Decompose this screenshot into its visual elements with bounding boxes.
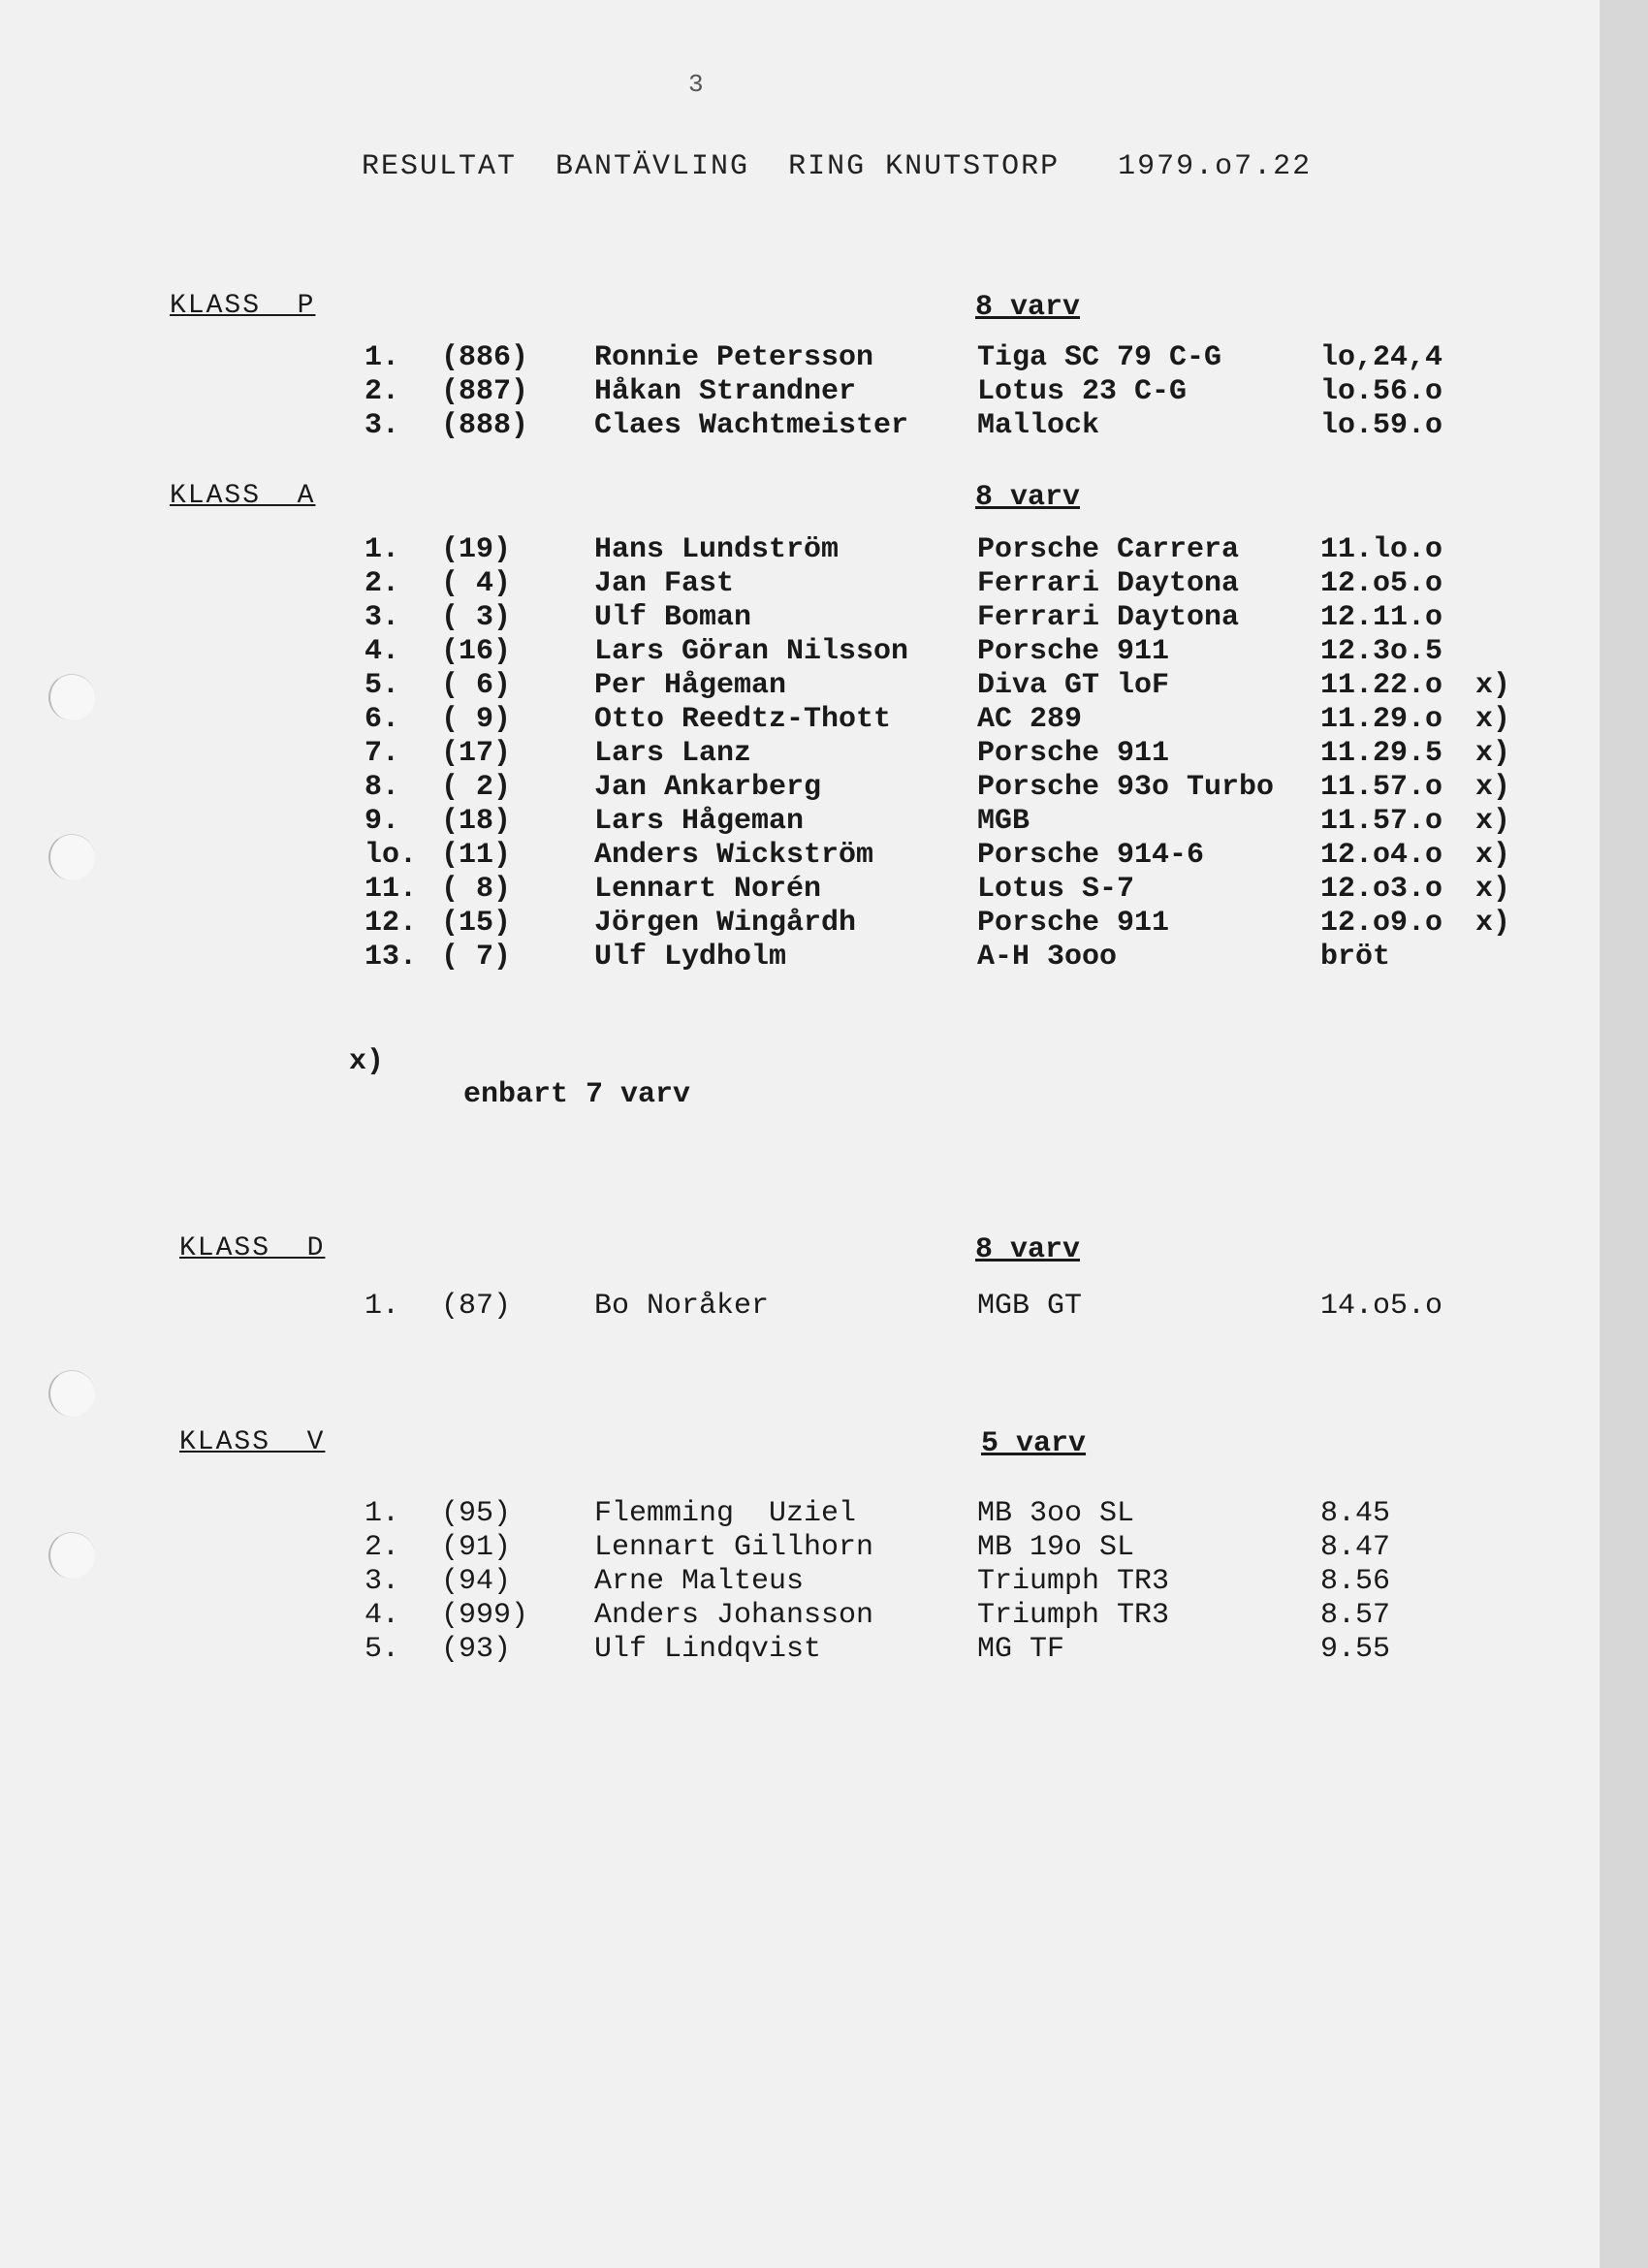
position-cell: 9.	[364, 805, 400, 838]
time-cell: 9.55	[1320, 1633, 1391, 1666]
position-cell: 8.	[364, 771, 400, 804]
position-cell: 1.	[364, 533, 400, 566]
driver-name-cell: Ronnie Petersson	[594, 341, 874, 374]
laps-heading: 8 varv	[975, 481, 1081, 514]
start-number-cell: (18)	[441, 805, 512, 838]
footnote	[0, 1012, 691, 1144]
start-number-cell: ( 2)	[441, 771, 512, 804]
time-cell: 8.47	[1320, 1531, 1391, 1564]
driver-name-cell: Flemming Uziel	[594, 1497, 857, 1530]
note-cell: x)	[1475, 669, 1511, 702]
start-number-cell: (16)	[441, 635, 512, 668]
punch-hole	[48, 1370, 95, 1417]
time-cell: 11.lo.o	[1320, 533, 1443, 566]
start-number-cell: (888)	[441, 409, 529, 442]
start-number-cell: ( 4)	[441, 567, 512, 600]
start-number-cell: (15)	[441, 907, 512, 940]
car-cell: Tiga SC 79 C-G	[977, 341, 1222, 374]
driver-name-cell: Lars Hågeman	[594, 805, 805, 838]
car-cell: Triumph TR3	[977, 1565, 1170, 1598]
start-number-cell: (11)	[441, 839, 512, 872]
time-cell: 11.22.o	[1320, 669, 1443, 702]
laps-heading: 8 varv	[975, 1233, 1081, 1266]
page-number: 3	[688, 70, 704, 99]
time-cell: 11.29.o	[1320, 703, 1443, 736]
position-cell: 4.	[364, 1599, 400, 1632]
time-cell: 8.45	[1320, 1497, 1391, 1530]
car-cell: Mallock	[977, 409, 1100, 442]
position-cell: 1.	[364, 341, 400, 374]
position-cell: 6.	[364, 703, 400, 736]
time-cell: lo,24,4	[1320, 341, 1443, 374]
driver-name-cell: Per Hågeman	[594, 669, 787, 702]
note-cell: x)	[1475, 805, 1511, 838]
car-cell: AC 289	[977, 703, 1083, 736]
start-number-cell: ( 7)	[441, 941, 512, 974]
car-cell: Porsche 911	[977, 907, 1170, 940]
position-cell: 5.	[364, 1633, 400, 1666]
car-cell: Lotus 23 C-G	[977, 375, 1188, 408]
car-cell: MG TF	[977, 1633, 1065, 1666]
start-number-cell: ( 3)	[441, 601, 512, 634]
position-cell: 3.	[364, 409, 400, 442]
time-cell: 12.o4.o	[1320, 839, 1443, 872]
car-cell: Diva GT loF	[977, 669, 1170, 702]
start-number-cell: (999)	[441, 1599, 529, 1632]
driver-name-cell: Ulf Lindqvist	[594, 1633, 822, 1666]
class-heading: KLASS A	[170, 481, 316, 511]
footnote-mark: x)	[349, 1045, 385, 1078]
laps-heading: 8 varv	[975, 291, 1081, 324]
position-cell: 3.	[364, 601, 400, 634]
time-cell: 11.57.o	[1320, 805, 1443, 838]
car-cell: MB 3oo SL	[977, 1497, 1135, 1530]
driver-name-cell: Anders Wickström	[594, 839, 874, 872]
driver-name-cell: Otto Reedtz-Thott	[594, 703, 892, 736]
start-number-cell: (95)	[441, 1497, 512, 1530]
time-cell: 8.57	[1320, 1599, 1391, 1632]
driver-name-cell: Lennart Gillhorn	[594, 1531, 874, 1564]
driver-name-cell: Jan Ankarberg	[594, 771, 822, 804]
note-cell: x)	[1475, 907, 1511, 940]
time-cell: bröt	[1320, 941, 1391, 974]
punch-hole	[48, 834, 95, 880]
position-cell: 2.	[364, 567, 400, 600]
car-cell: MGB	[977, 805, 1030, 838]
start-number-cell: (87)	[441, 1290, 512, 1323]
driver-name-cell: Lars Lanz	[594, 737, 752, 770]
time-cell: 11.57.o	[1320, 771, 1443, 804]
time-cell: 12.o3.o	[1320, 873, 1443, 906]
time-cell: 12.o5.o	[1320, 567, 1443, 600]
start-number-cell: ( 9)	[441, 703, 512, 736]
driver-name-cell: Arne Malteus	[594, 1565, 805, 1598]
car-cell: Ferrari Daytona	[977, 567, 1240, 600]
position-cell: 3.	[364, 1565, 400, 1598]
car-cell: Porsche Carrera	[977, 533, 1240, 566]
time-cell: 14.o5.o	[1320, 1290, 1443, 1323]
page-title: RESULTAT BANTÄVLING RING KNUTSTORP 1979.o7.22	[362, 150, 1313, 183]
time-cell: 12.11.o	[1320, 601, 1443, 634]
car-cell: Lotus S-7	[977, 873, 1135, 906]
car-cell: Porsche 911	[977, 737, 1170, 770]
note-cell: x)	[1475, 703, 1511, 736]
position-cell: 5.	[364, 669, 400, 702]
driver-name-cell: Jan Fast	[594, 567, 735, 600]
driver-name-cell: Håkan Strandner	[594, 375, 857, 408]
start-number-cell: (93)	[441, 1633, 512, 1666]
car-cell: Porsche 914-6	[977, 839, 1205, 872]
position-cell: 2.	[364, 375, 400, 408]
start-number-cell: (94)	[441, 1565, 512, 1598]
driver-name-cell: Claes Wachtmeister	[594, 409, 909, 442]
class-heading: KLASS D	[179, 1233, 326, 1263]
car-cell: Porsche 93o Turbo	[977, 771, 1275, 804]
start-number-cell: ( 8)	[441, 873, 512, 906]
driver-name-cell: Jörgen Wingårdh	[594, 907, 857, 940]
start-number-cell: (19)	[441, 533, 512, 566]
note-cell: x)	[1475, 839, 1511, 872]
position-cell: 13.	[364, 941, 418, 974]
driver-name-cell: Lennart Norén	[594, 873, 822, 906]
time-cell: 8.56	[1320, 1565, 1391, 1598]
time-cell: 11.29.5	[1320, 737, 1443, 770]
laps-heading: 5 varv	[981, 1427, 1087, 1460]
time-cell: 12.o9.o	[1320, 907, 1443, 940]
position-cell: 11.	[364, 873, 418, 906]
background-edge	[1600, 0, 1648, 2268]
time-cell: lo.59.o	[1320, 409, 1443, 442]
car-cell: MB 19o SL	[977, 1531, 1135, 1564]
position-cell: 7.	[364, 737, 400, 770]
car-cell: Ferrari Daytona	[977, 601, 1240, 634]
car-cell: Triumph TR3	[977, 1599, 1170, 1632]
start-number-cell: (887)	[441, 375, 529, 408]
car-cell: MGB GT	[977, 1290, 1083, 1323]
position-cell: 1.	[364, 1290, 400, 1323]
position-cell: 1.	[364, 1497, 400, 1530]
note-cell: x)	[1475, 737, 1511, 770]
driver-name-cell: Anders Johansson	[594, 1599, 874, 1632]
start-number-cell: (17)	[441, 737, 512, 770]
note-cell: x)	[1475, 873, 1511, 906]
start-number-cell: (886)	[441, 341, 529, 374]
class-heading: KLASS V	[179, 1427, 326, 1457]
footnote-text: enbart 7 varv	[463, 1078, 691, 1111]
note-cell: x)	[1475, 771, 1511, 804]
punch-hole	[48, 1532, 95, 1579]
driver-name-cell: Lars Göran Nilsson	[594, 635, 909, 668]
position-cell: 2.	[364, 1531, 400, 1564]
driver-name-cell: Hans Lundström	[594, 533, 840, 566]
driver-name-cell: Bo Noråker	[594, 1290, 770, 1323]
punch-hole	[48, 674, 95, 720]
start-number-cell: ( 6)	[441, 669, 512, 702]
start-number-cell: (91)	[441, 1531, 512, 1564]
car-cell: Porsche 911	[977, 635, 1170, 668]
class-heading: KLASS P	[170, 291, 316, 321]
position-cell: 4.	[364, 635, 400, 668]
position-cell: lo.	[364, 839, 418, 872]
position-cell: 12.	[364, 907, 418, 940]
time-cell: 12.3o.5	[1320, 635, 1443, 668]
driver-name-cell: Ulf Boman	[594, 601, 752, 634]
time-cell: lo.56.o	[1320, 375, 1443, 408]
driver-name-cell: Ulf Lydholm	[594, 941, 787, 974]
car-cell: A-H 3ooo	[977, 941, 1118, 974]
